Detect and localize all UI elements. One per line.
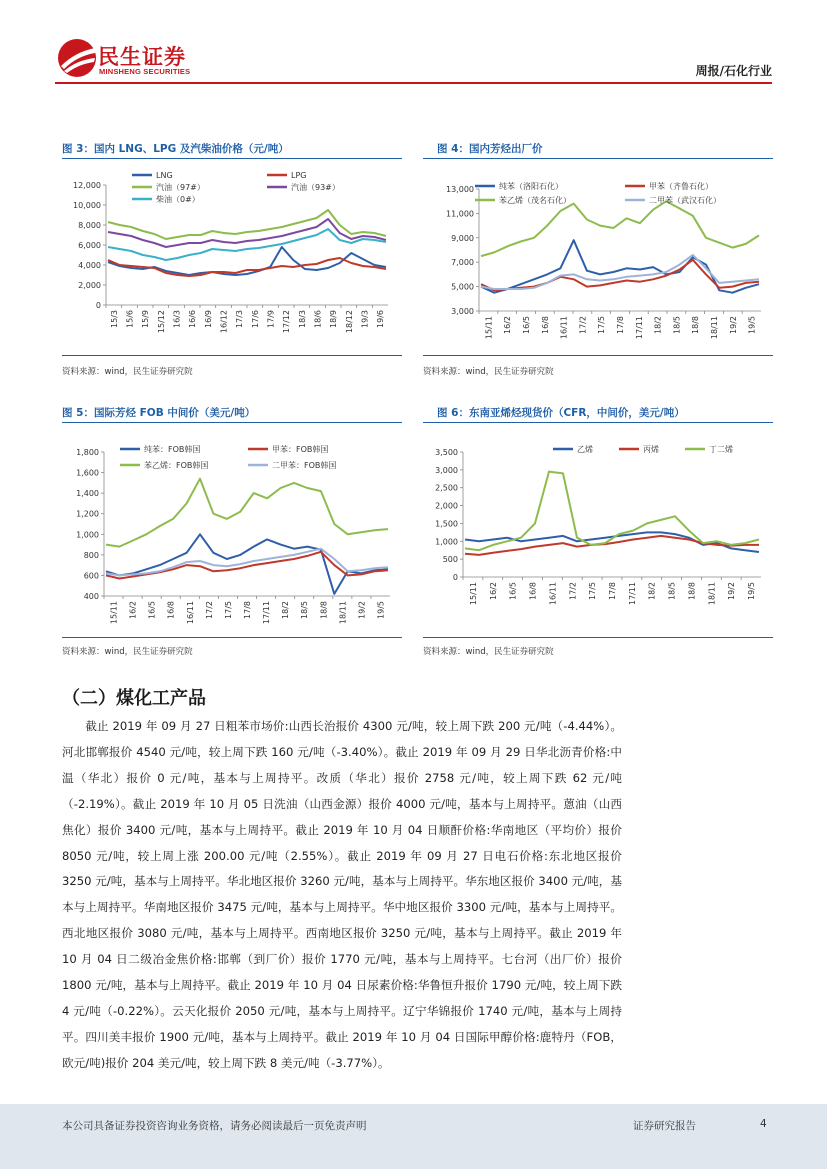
series-line-1 — [106, 552, 388, 579]
x-tick-label: 19/2 — [357, 601, 367, 619]
legend-label: 纯苯：FOB韩国 — [144, 445, 201, 454]
x-tick-label: 18/5 — [300, 601, 310, 619]
x-tick-label: 15/3 — [109, 310, 119, 328]
x-tick-label: 17/5 — [597, 316, 607, 334]
x-tick-label: 16/11 — [548, 582, 558, 606]
y-tick-label: 0 — [95, 301, 101, 310]
x-tick-label: 18/11 — [710, 316, 719, 340]
header-divider — [55, 82, 772, 84]
x-tick-label: 17/8 — [608, 582, 617, 600]
legend-label: 丙烯 — [643, 445, 659, 454]
x-tick-label: 19/5 — [747, 582, 757, 600]
x-tick-label: 16/9 — [203, 310, 213, 328]
y-tick-label: 0 — [452, 573, 458, 582]
x-tick-label: 17/5 — [223, 601, 233, 619]
x-tick-label: 18/8 — [319, 601, 329, 619]
x-tick-label: 17/2 — [578, 316, 588, 334]
legend-label: 丁二烯 — [709, 445, 733, 454]
figure-bottom-rule — [423, 637, 773, 638]
x-tick-label: 18/5 — [672, 316, 682, 334]
figure-source: 资料来源：wind，民生证券研究院 — [423, 647, 554, 657]
legend-label: 苯乙烯（茂名石化） — [499, 196, 571, 205]
y-tick-label: 1,200 — [76, 509, 99, 519]
figure-source: 资料来源：wind，民生证券研究院 — [423, 367, 554, 377]
figure-title-rule — [423, 422, 773, 423]
figure-title-rule — [62, 158, 402, 159]
x-tick-label: 19/2 — [728, 316, 738, 334]
x-tick-label: 19/6 — [376, 310, 386, 328]
footer-disclaimer: 本公司具备证券投资咨询业务资格，请务必阅读最后一页免责声明 — [62, 1120, 367, 1132]
y-tick-label: 1,500 — [435, 519, 458, 529]
y-tick-label: 600 — [83, 571, 99, 581]
figure-title: 图 6：东南亚烯烃现货价（CFR，中间价，美元/吨） — [437, 407, 685, 419]
y-tick-label: 800 — [83, 550, 99, 560]
x-tick-label: 18/11 — [707, 582, 717, 606]
x-tick-label: 19/5 — [747, 316, 757, 334]
minsheng-logo-icon — [55, 38, 99, 78]
y-tick-label: 1,000 — [76, 530, 99, 540]
y-tick-label: 3,500 — [435, 448, 458, 457]
figure-6 — [423, 405, 773, 660]
footer-report-type: 证券研究报告 — [633, 1120, 696, 1132]
chart-fig4 — [423, 167, 773, 363]
y-tick-label: 3,000 — [435, 465, 458, 475]
x-tick-label: 16/8 — [528, 582, 538, 600]
x-tick-label: 17/11 — [262, 601, 272, 625]
x-tick-label: 16/2 — [503, 316, 513, 334]
x-tick-label: 18/2 — [653, 316, 663, 334]
y-tick-label: 9,000 — [451, 233, 474, 243]
legend-label: 二甲苯（武汉石化） — [649, 196, 721, 205]
series-line-2 — [106, 479, 388, 547]
y-tick-label: 500 — [442, 555, 458, 565]
series-line-2 — [481, 201, 759, 256]
legend-label: 汽油（93#） — [291, 183, 340, 192]
x-tick-label: 17/8 — [243, 601, 252, 619]
x-tick-label: 19/5 — [376, 601, 386, 619]
series-line-0 — [106, 534, 388, 594]
x-tick-label: 18/2 — [281, 601, 291, 619]
y-tick-label: 1,000 — [435, 537, 458, 547]
figure-4 — [423, 141, 773, 381]
x-tick-label: 18/11 — [338, 601, 348, 625]
y-tick-label: 400 — [83, 592, 99, 601]
series-line-3 — [106, 549, 388, 576]
x-tick-label: 18/3 — [297, 310, 307, 328]
figure-3 — [62, 141, 402, 381]
series-line-1 — [481, 260, 759, 291]
y-tick-label: 8,000 — [78, 221, 101, 230]
legend-label: 甲苯：FOB韩国 — [272, 445, 329, 454]
x-tick-label: 19/2 — [727, 582, 737, 600]
legend-label: 苯乙烯：FOB韩国 — [144, 461, 209, 470]
x-tick-label: 16/8 — [166, 601, 176, 619]
x-tick-label: 17/9 — [266, 310, 276, 328]
y-tick-label: 1,400 — [76, 489, 99, 499]
y-tick-label: 7,000 — [451, 258, 474, 268]
chart-fig6 — [423, 431, 773, 643]
x-tick-label: 17/5 — [588, 582, 598, 600]
y-tick-label: 12,000 — [73, 181, 101, 190]
page-footer — [0, 1104, 827, 1169]
y-tick-label: 2,000 — [435, 501, 458, 511]
figure-bottom-rule — [62, 637, 402, 638]
x-tick-label: 15/12 — [156, 310, 166, 334]
logo-text-cn: 民生证券 — [98, 45, 186, 69]
x-tick-label: 15/11 — [468, 582, 478, 606]
body-paragraph: 截止 2019 年 09 月 27 日粗苯市场价:山西长治报价 4300 元/吨，较上周下跌 200 元/吨（-4.44%）。河北邯郸报价 4540 元/吨，较上周下跌 160 元/吨（-3.40%）。截止 2019 年 09 月 29 日华北沥青价格:中温（华北）报价 0 元/吨，基本与上周持平。改质（华北）报价 2758 元/吨，较上周下跌 62 元/吨（-2.19%）。截止 2019 年 10 月 05 日洗油（山西金源）报价 4000 元/吨，基本与上周持平。蒽油（山西焦化）报价 3400 元/吨，基本与上周持平。截止 2019 年 10 月 04 日顺酐价格:华南地区（平均价）报价 8050 元/吨，较上周上涨 200.00 元/吨（2.55%）。截止 2019 年 09 月 27 日电石价格:东北地区报价 3250 元/吨，基本与上周持平。华北地区报价 3260 元/吨，基本与上周持平。华东地区报价 3400 元/吨，基本与上周持平。华南地区报价 3475 元/吨，基本与上周持平。华中地区报价 3300 元/吨，基本与上周持平。西北地区报价 3080 元/吨，基本与上周持平。西南地区报价 3250 元/吨，基本与上周持平。截止 2019 年 10 月 04 日二级冶金焦价格:邯郸（到厂价）报价 1770 元/吨，基本与上周持平。七台河（出厂价）报价 1800 元/吨，基本与上周持平。截止 2019 年 10 月 04 日尿素价格:华鲁恒升报价 1790 元/吨，较上周下跌 4 元/吨（-0.22%）。云天化报价 2050 元/吨，基本与上周持平。辽宁华锦报价 1740 元/吨，基本与上周持平。四川美丰报价 1900 元/吨，基本与上周持平。截止 2019 年 10 月 04 日国际甲醇价格:鹿特丹（FOB，欧元/吨)报价 204 美元/吨，较上周下跌 8 美元/吨（-3.77%）。 — [62, 719, 622, 1070]
y-tick-label: 1,600 — [76, 468, 99, 478]
y-tick-label: 10,000 — [73, 201, 101, 210]
report-category: 周报/石化行业 — [695, 64, 772, 78]
y-tick-label: 11,000 — [446, 209, 474, 219]
figure-title-rule — [62, 422, 402, 423]
x-tick-label: 16/5 — [508, 582, 518, 600]
chart-fig3 — [62, 167, 402, 363]
x-tick-label: 17/3 — [235, 310, 245, 328]
legend-label: 二甲苯：FOB韩国 — [272, 461, 337, 470]
x-tick-label: 15/6 — [125, 310, 135, 328]
x-tick-label: 17/11 — [627, 582, 637, 606]
figure-bottom-rule — [62, 355, 402, 356]
x-tick-label: 16/12 — [219, 310, 229, 334]
page-header — [0, 0, 827, 92]
x-tick-label: 16/5 — [147, 601, 157, 619]
y-tick-label: 3,000 — [451, 307, 474, 316]
figure-title: 图 5：国际芳烃 FOB 中间价（美元/吨） — [62, 407, 256, 419]
legend-label: 乙烯 — [577, 445, 593, 454]
y-tick-label: 13,000 — [446, 185, 474, 194]
legend-label: 纯苯（洛阳石化） — [499, 182, 563, 191]
x-tick-label: 16/11 — [559, 316, 569, 340]
x-tick-label: 18/12 — [344, 310, 354, 334]
x-tick-label: 18/2 — [647, 582, 657, 600]
x-tick-label: 18/6 — [313, 310, 323, 328]
x-tick-label: 16/8 — [540, 316, 550, 334]
x-tick-label: 17/12 — [282, 310, 292, 334]
chart-fig5 — [62, 431, 402, 643]
legend-label: 柴油（0#） — [156, 195, 200, 204]
y-tick-label: 5,000 — [451, 282, 474, 292]
legend-label: 甲苯（齐鲁石化） — [649, 182, 713, 191]
legend-label: 汽油（97#） — [156, 183, 205, 192]
x-tick-label: 16/6 — [188, 310, 198, 328]
x-tick-label: 16/3 — [172, 310, 182, 328]
figure-title: 图 4：国内芳烃出厂价 — [437, 143, 543, 155]
x-tick-label: 16/5 — [522, 316, 531, 334]
x-tick-label: 19/3 — [360, 310, 370, 328]
page-number: 4 — [760, 1118, 767, 1130]
x-tick-label: 18/8 — [691, 316, 701, 334]
y-tick-label: 4,000 — [78, 261, 101, 270]
logo-text-en: MINSHENG SECURITIES — [99, 67, 191, 76]
x-tick-label: 16/11 — [185, 601, 195, 625]
y-tick-label: 6,000 — [78, 241, 101, 250]
x-tick-label: 17/6 — [250, 310, 260, 328]
section-title: （二）煤化工产品 — [62, 688, 206, 709]
figure-title: 图 3：国内 LNG、LPG 及汽柴油价格（元/吨） — [62, 143, 289, 155]
y-tick-label: 2,500 — [435, 483, 458, 493]
y-tick-label: 1,800 — [76, 448, 99, 457]
x-tick-label: 18/9 — [329, 310, 339, 328]
x-tick-label: 18/8 — [687, 582, 697, 600]
x-tick-label: 16/2 — [488, 582, 498, 600]
figure-title-rule — [423, 158, 773, 159]
x-tick-label: 16/2 — [128, 601, 138, 619]
x-tick-label: 17/11 — [634, 316, 644, 340]
legend-label: LNG — [156, 171, 173, 180]
x-tick-label: 15/11 — [484, 316, 494, 340]
x-tick-label: 17/8 — [616, 316, 625, 334]
x-tick-label: 17/2 — [204, 601, 214, 619]
figure-source: 资料来源：wind，民生证券研究院 — [62, 647, 193, 657]
figure-5 — [62, 405, 402, 660]
y-tick-label: 2,000 — [78, 281, 101, 290]
x-tick-label: 18/5 — [667, 582, 677, 600]
figure-bottom-rule — [423, 355, 773, 356]
x-tick-label: 17/2 — [568, 582, 578, 600]
x-tick-label: 15/11 — [109, 601, 119, 625]
figure-source: 资料来源：wind，民生证券研究院 — [62, 367, 193, 377]
x-tick-label: 15/9 — [141, 310, 151, 328]
legend-label: LPG — [291, 171, 307, 180]
